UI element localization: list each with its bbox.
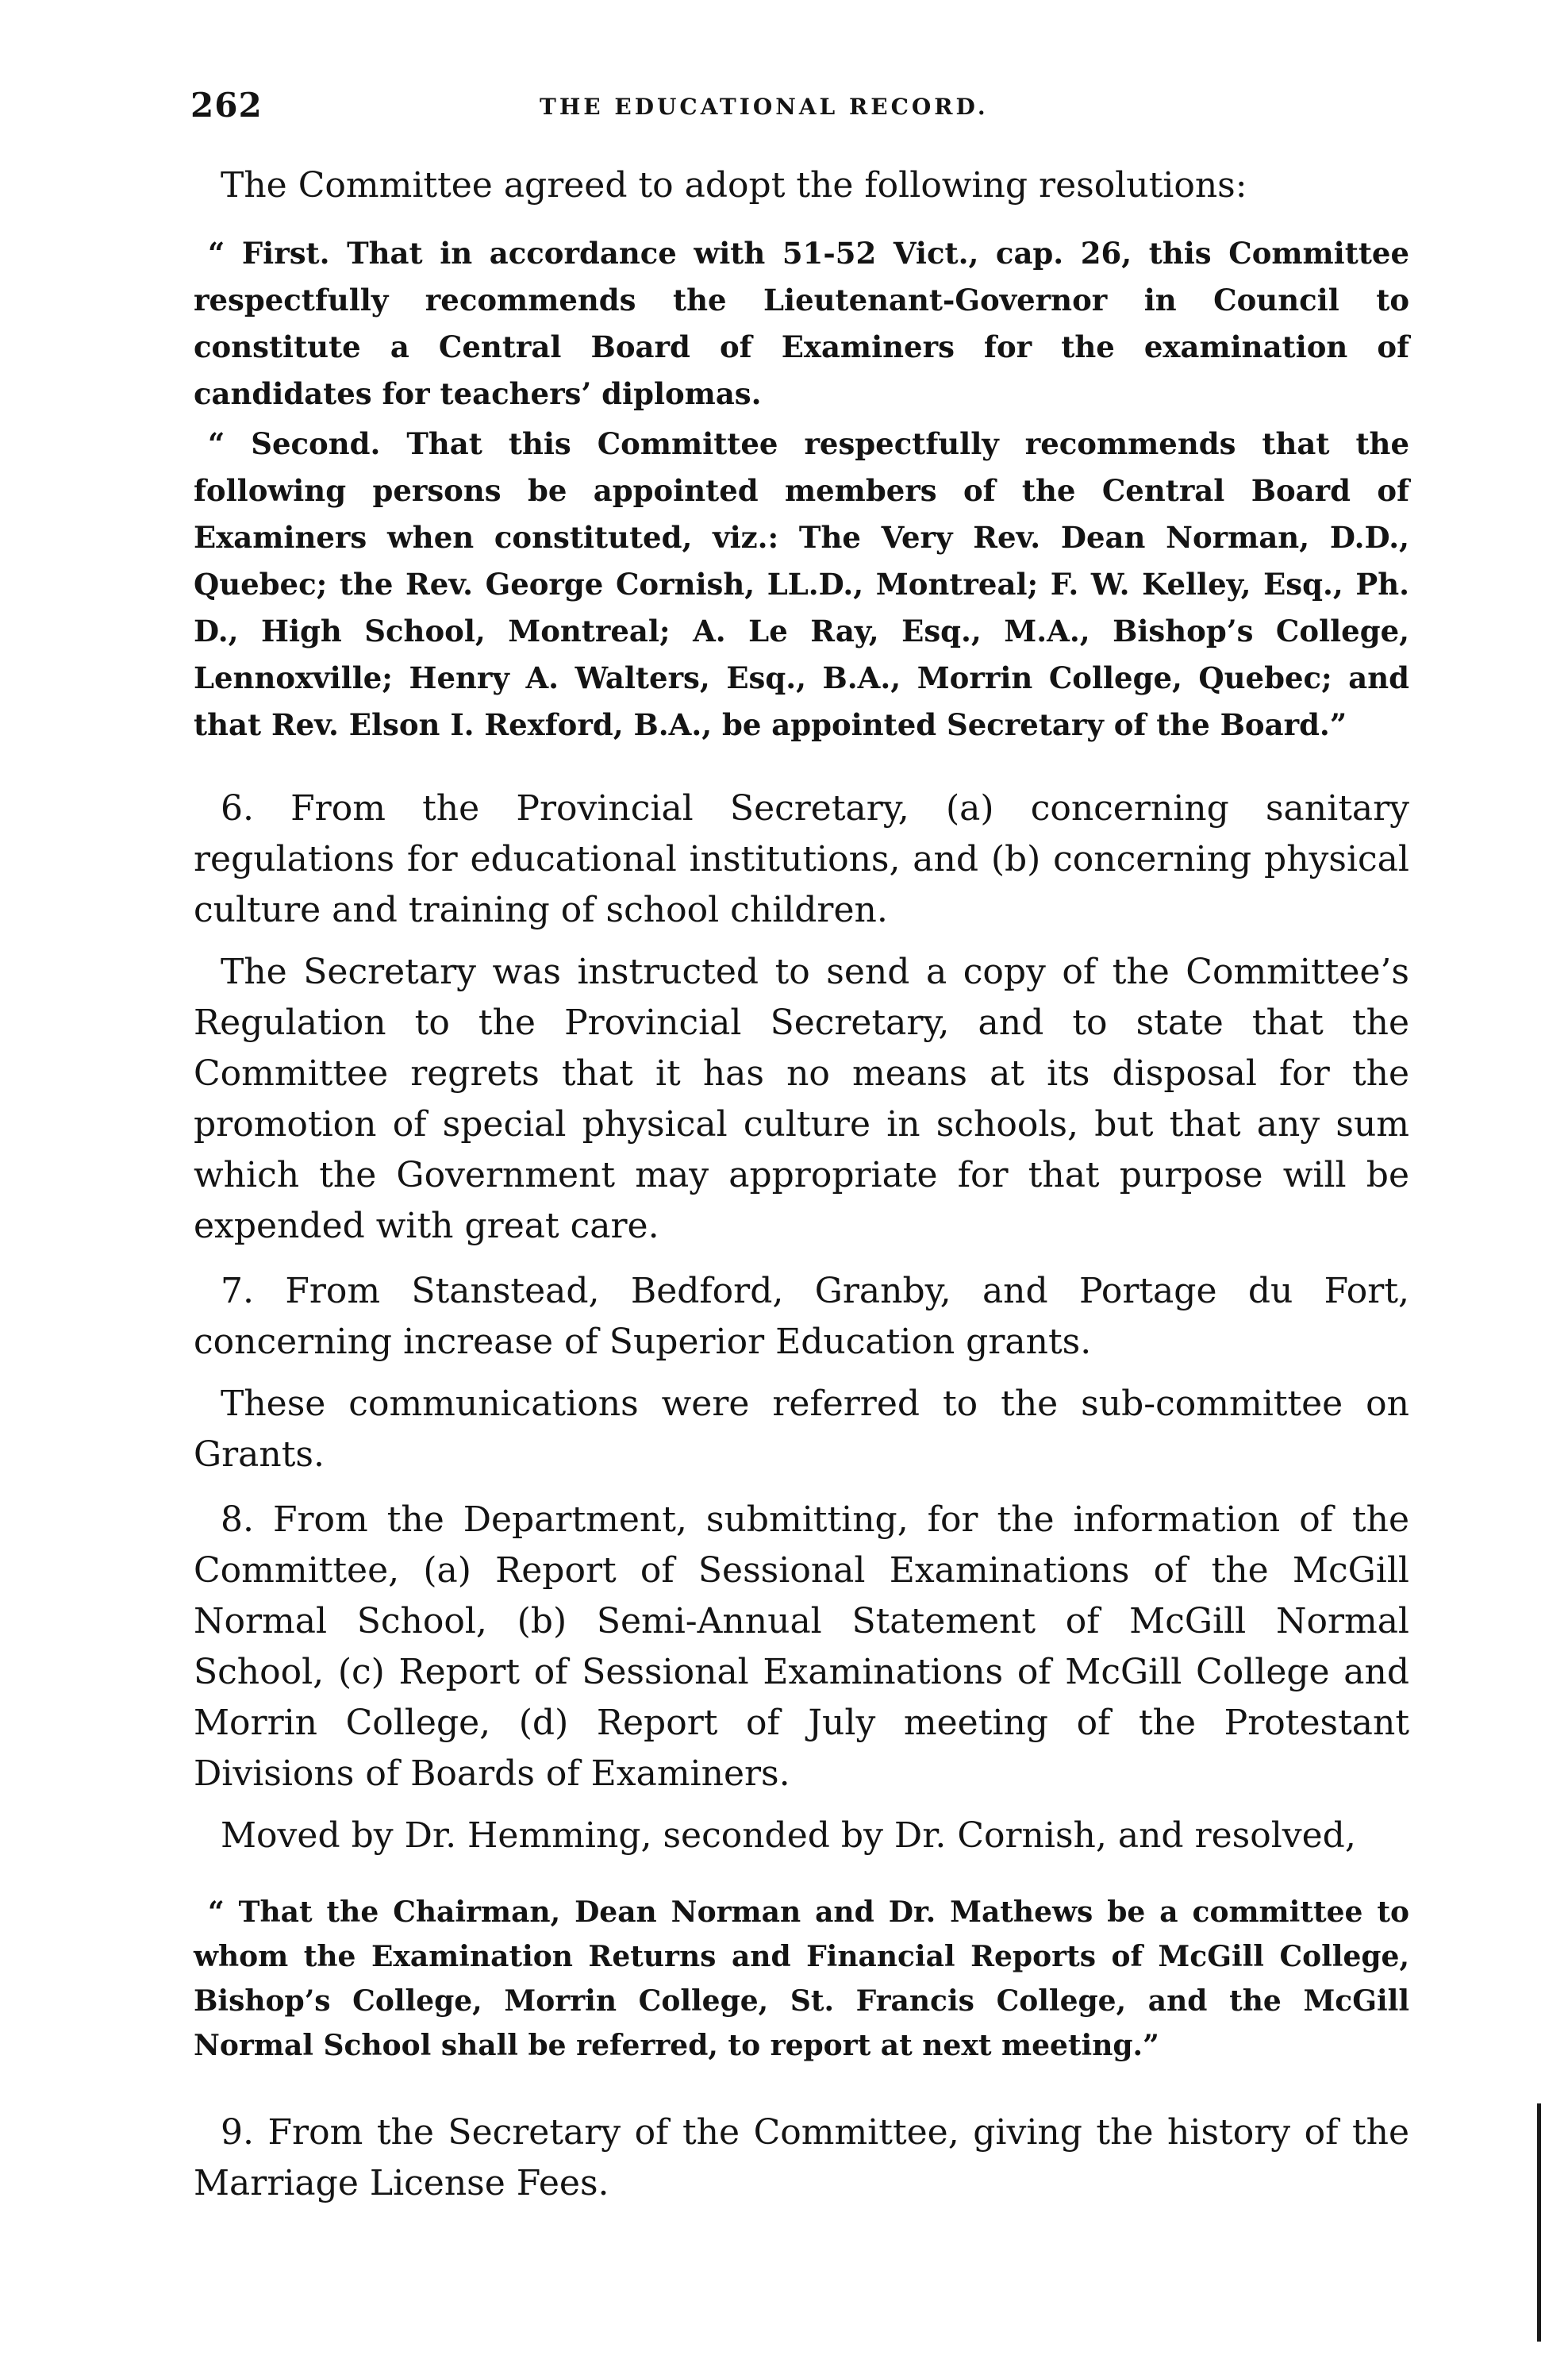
intro-paragraph: The Committee agreed to adopt the following resolutions: [221,165,1247,206]
item-9-paragraph: 9. From the Secretary of the Committee, giving the history of the Marriage License Fees. [194,2112,1409,2203]
resolution-second: “ Second. That this Committee respectfully recommends that the following persons be appointed members of the Central Board of Examiners when constituted, viz.: The Very Rev. Dean Norman, D.D., Quebec; the Rev. George Cornish, LL.D., Montreal; F. W. Kelley, Esq., Ph. D., High School, Montreal; A. Le Ray, Esq., M.A., Bishop’s College, Lennoxville; Henry A. Walters, Esq., B.A., Morrin College, Quebec; and that Rev. Elson I. Rexford, B.A., be appointed Secretary of the Board.” [194,426,1409,742]
secretary-instruction-paragraph: The Secretary was instructed to send a copy of the Committee’s Regulation to the Provincial Secretary, and to state that the Committee regrets that it has no means at its disposal for the promotion of special physical culture in schools, but that any sum which the Government may appropriate for that purpose will be expended with great care. [194,952,1409,1246]
body-text [194,160,1409,2209]
running-title: THE EDUCATIONAL RECORD. [540,94,989,120]
page-number: 262 [190,86,263,125]
item-7-paragraph: 7. From Stanstead, Bedford, Granby, and Portage du Fort, concerning increase of Superior Education grants. [194,1271,1409,1362]
resolution-first: “ First. That in accordance with 51-52 Vict., cap. 26, this Committee respectfully recommends the Lieutenant-Governor in Council to constitute a Central Board of Examiners for the examination of candidates for teachers’ diplomas. [194,236,1409,411]
item-8-paragraph: 8. From the Department, submitting, for the information of the Committee, (a) Report of Sessional Examinations of the McGill Normal School, (b) Semi-Annual Statement of McGill Normal School, (c) Report of Sessional Examinations of McGill College and Morrin College, (d) Report of July meeting of the Protestant Divisions of Boards of Examiners. [194,1499,1409,1794]
moved-resolved-paragraph: Moved by Dr. Hemming, seconded by Dr. Cornish, and resolved, [221,1815,1356,1856]
committee-resolution-quote: “ That the Chairman, Dean Norman and Dr. Mathews be a committee to whom the Examination Returns and Financial Reports of McGill College, Bishop’s College, Morrin College, St. Francis College, and the McGill Normal School shall be referred, to report at next meeting.” [194,1895,1409,2062]
communications-referred-paragraph: These communications were referred to the sub-committee on Grants. [194,1384,1409,1475]
margin-rule [1537,2103,1541,2342]
page-header [190,86,1412,133]
item-6-paragraph: 6. From the Provincial Secretary, (a) concerning sanitary regulations for educational institutions, and (b) concerning physical culture and training of school children. [194,788,1409,930]
